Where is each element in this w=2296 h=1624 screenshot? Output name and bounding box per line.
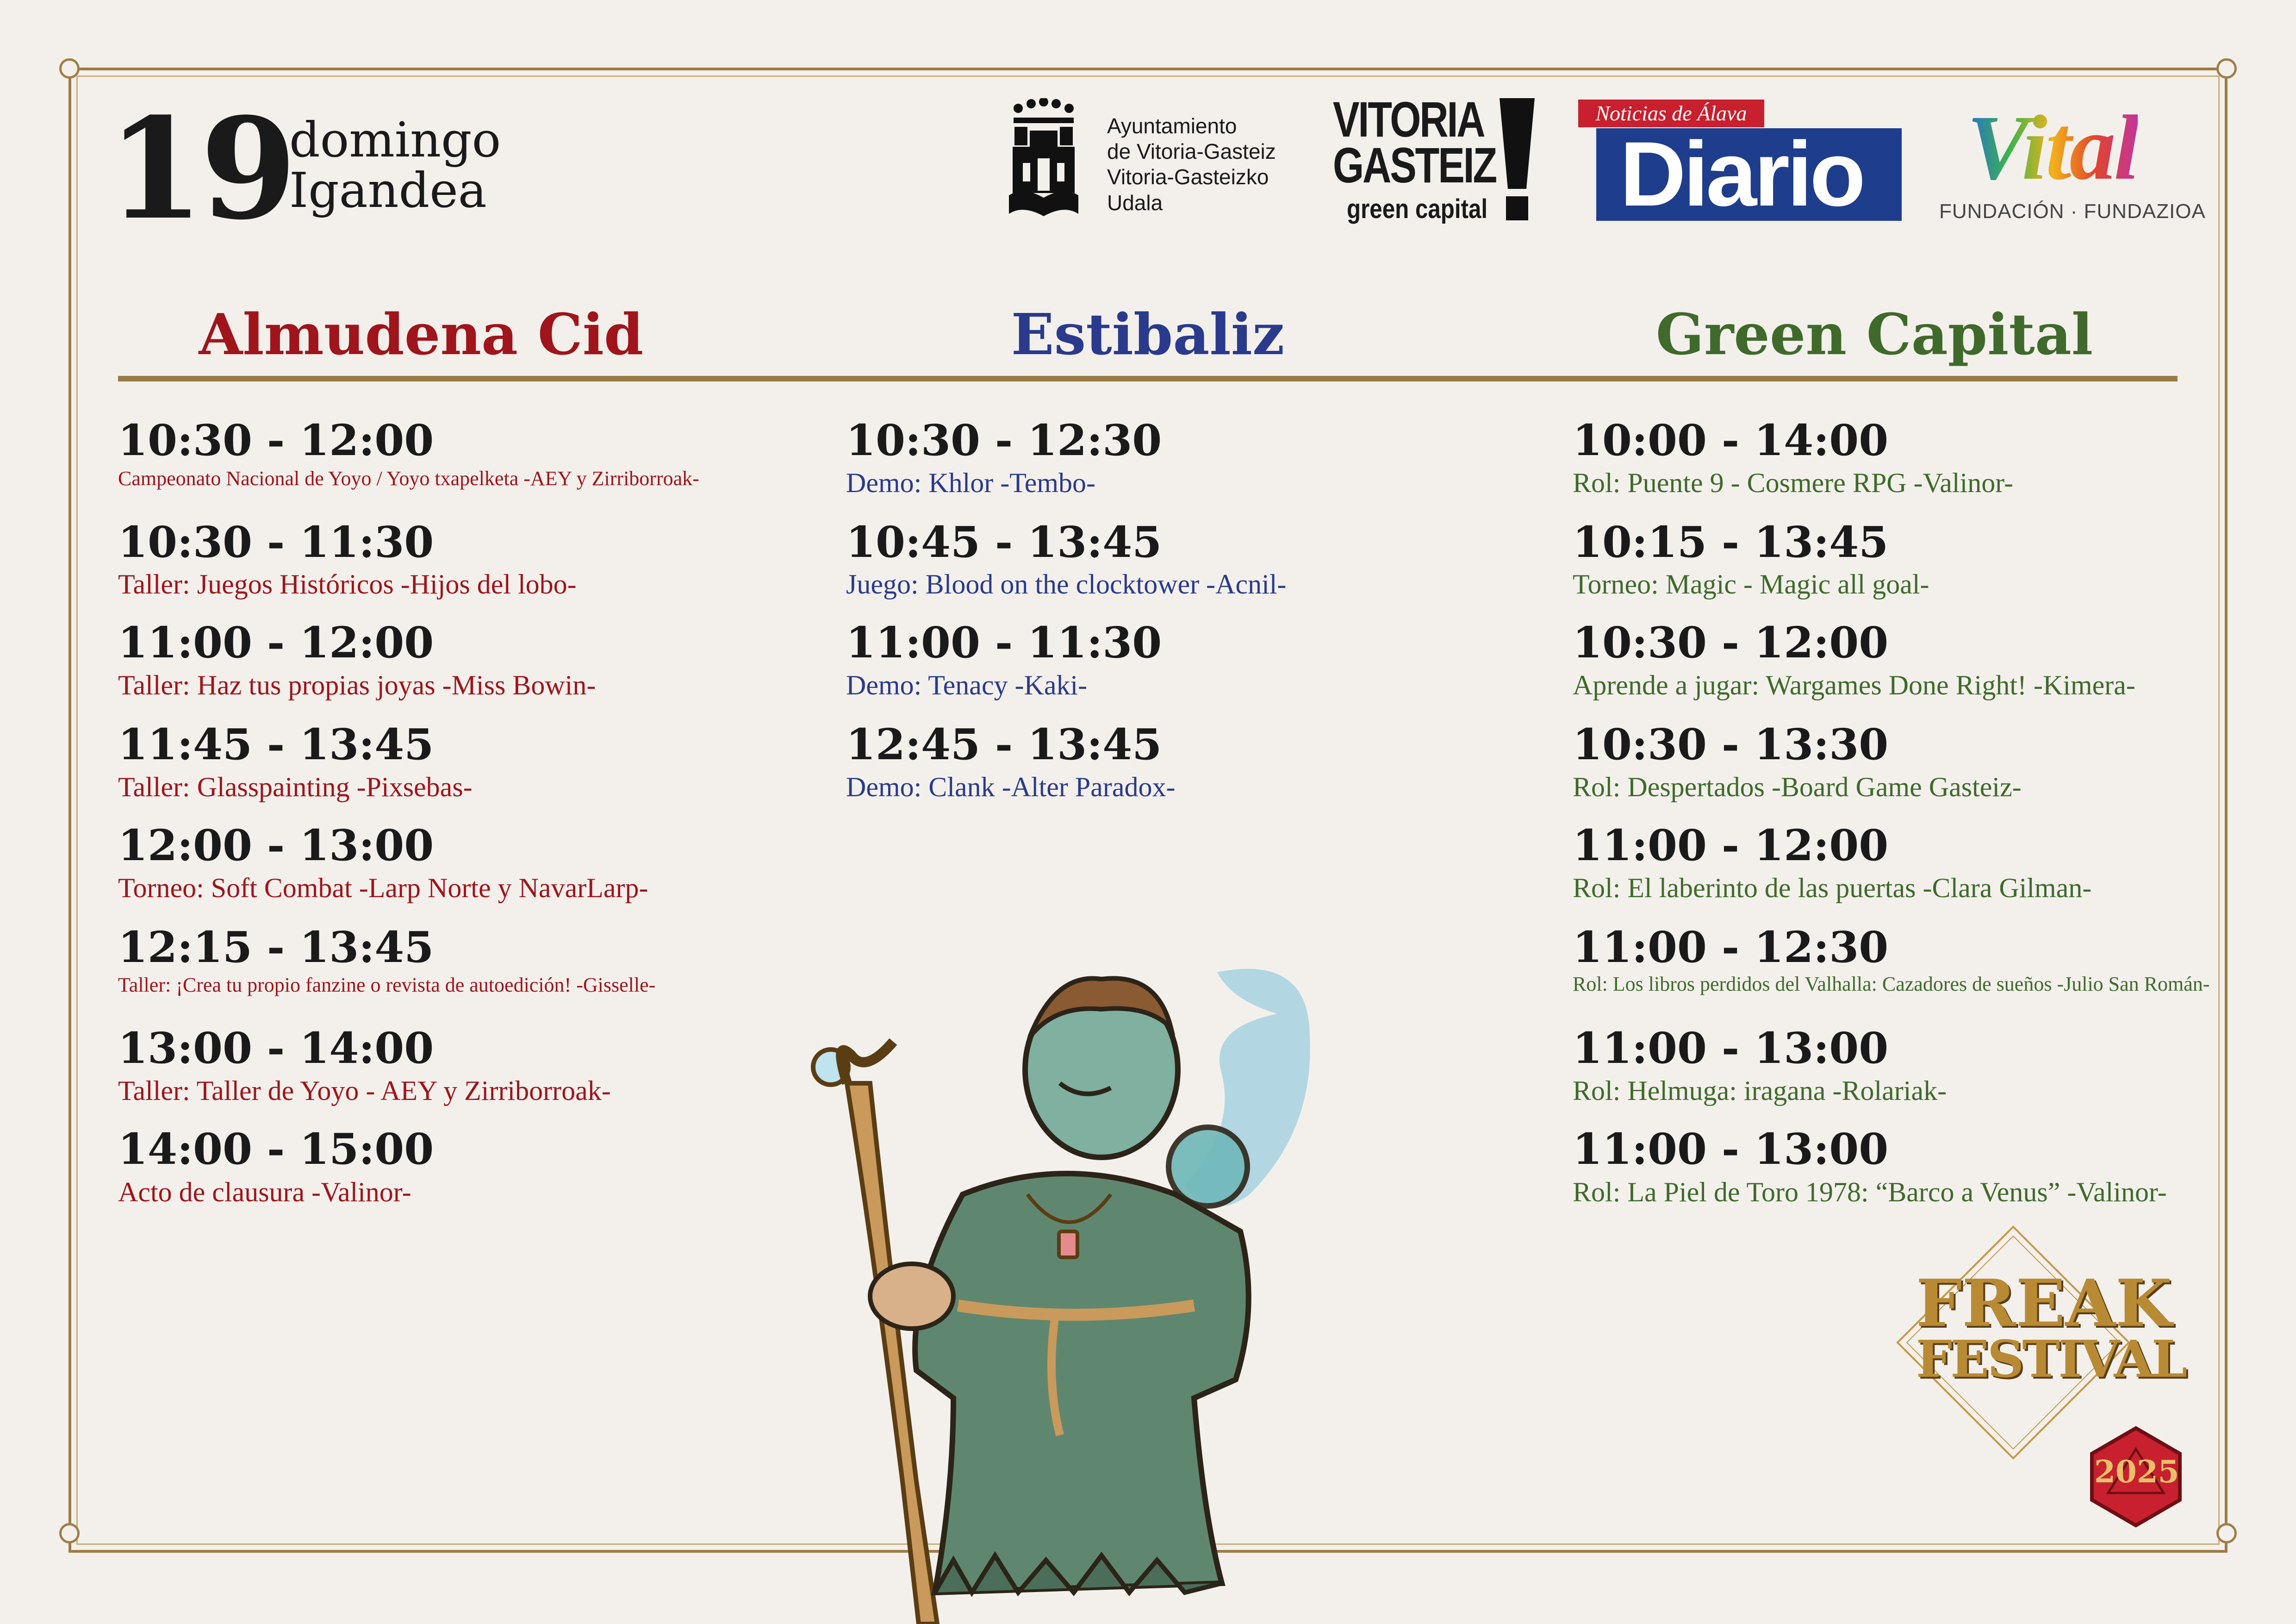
ayto-line: Ayuntamiento xyxy=(1107,114,1237,138)
slot-time: 12:45 - 13:45 xyxy=(846,719,1162,769)
slot-activity: Rol: El laberinto de las puertas -Clara Gilman- xyxy=(1573,873,2092,903)
slot-time: 11:00 - 11:30 xyxy=(846,618,1162,668)
slot-activity: Rol: Puente 9 - Cosmere RPG -Valinor- xyxy=(1573,468,2014,498)
ayuntamiento-logo-text xyxy=(1107,113,1276,216)
vital-subtitle: FUNDACIÓN · FUNDAZIOA xyxy=(1939,200,2206,223)
slot-time: 10:30 - 13:30 xyxy=(1573,719,1889,769)
slot-time: 12:00 - 13:00 xyxy=(118,820,434,870)
column-title-green-capital: Green Capital xyxy=(1655,301,2093,368)
frame-corner-ornament xyxy=(2216,58,2237,79)
festival-logo-line2: FESTIVAL xyxy=(1916,1329,2186,1389)
slot-activity: Demo: Clank -Alter Paradox- xyxy=(846,772,1176,802)
vital-logo xyxy=(1967,95,2138,201)
slot-activity: Demo: Khlor -Tembo- xyxy=(846,468,1096,498)
slot-time: 11:00 - 12:00 xyxy=(118,618,434,668)
slot-time: 10:15 - 13:45 xyxy=(1573,517,1889,567)
slot-activity: Taller: Juegos Históricos -Hijos del lobo- xyxy=(118,569,577,600)
slot-time: 10:30 - 12:30 xyxy=(846,415,1162,465)
column-title-almudena: Almudena Cid xyxy=(199,301,644,368)
slot-activity: Torneo: Magic - Magic all goal- xyxy=(1573,569,1929,600)
ayto-line: Udala xyxy=(1107,190,1163,215)
slot-activity: Taller: Glasspainting -Pixsebas- xyxy=(118,772,473,802)
frame-corner-ornament xyxy=(59,58,80,79)
slot-activity: Rol: Helmuga: iragana -Rolariak- xyxy=(1573,1075,1947,1106)
slot-time: 11:00 - 12:30 xyxy=(1573,922,1889,972)
column-title-estibaliz: Estibaliz xyxy=(1011,301,1285,368)
green-capital-label: green capital xyxy=(1347,194,1488,224)
header-divider xyxy=(118,376,2178,381)
slot-activity: Aprende a jugar: Wargames Done Right! -Kimera- xyxy=(1573,670,2135,700)
vg-line1: VITORIA xyxy=(1333,91,1484,147)
diario-tagline: Noticias de Álava xyxy=(1578,100,1764,127)
slot-activity: Torneo: Soft Combat -Larp Norte y NavarLarp- xyxy=(118,873,648,903)
monk-illustration xyxy=(778,935,1416,1624)
slot-activity: Rol: Despertados -Board Game Gasteiz- xyxy=(1573,772,2022,802)
slot-activity: Rol: Los libros perdidos del Valhalla: Cazadores de sueños -Julio San Román- xyxy=(1573,973,2210,995)
slot-activity: Rol: La Piel de Toro 1978: “Barco a Venus” -Valinor- xyxy=(1573,1177,2167,1207)
slot-time: 11:45 - 13:45 xyxy=(118,719,434,769)
slot-activity: Juego: Blood on the clocktower -Acnil- xyxy=(846,569,1287,600)
slot-activity: Taller: Haz tus propias joyas -Miss Bowin- xyxy=(118,670,596,700)
date-number: 19 xyxy=(107,87,293,250)
slot-time: 10:00 - 14:00 xyxy=(1573,415,1889,465)
diario-logo: Diario xyxy=(1620,123,1863,225)
slot-activity: Demo: Tenacy -Kaki- xyxy=(846,670,1088,700)
day-es: domingo xyxy=(289,112,501,168)
slot-activity: Acto de clausura -Valinor- xyxy=(118,1177,411,1207)
slot-activity: Taller: ¡Crea tu propio fanzine o revista de autoedición! -Gisselle- xyxy=(118,974,656,996)
frame-corner-ornament xyxy=(59,1523,80,1543)
slot-time: 11:00 - 13:00 xyxy=(1573,1124,1889,1174)
slot-activity: Taller: Taller de Yoyo - AEY y Zirriborroak- xyxy=(118,1075,611,1106)
vg-line2: GASTEIZ xyxy=(1333,137,1496,194)
exclamation-icon xyxy=(1496,98,1535,220)
date-day-labels xyxy=(289,112,501,219)
festival-logo xyxy=(1916,1266,2186,1389)
frame-corner-ornament xyxy=(2216,1523,2237,1543)
slot-activity: Campeonato Nacional de Yoyo / Yoyo txapelketa -AEY y Zirriborroak- xyxy=(118,467,699,490)
slot-time: 12:15 - 13:45 xyxy=(118,922,434,972)
slot-time: 11:00 - 12:00 xyxy=(1573,820,1889,870)
festival-logo-line1: FREAK xyxy=(1916,1266,2172,1342)
slot-time: 10:30 - 11:30 xyxy=(118,517,434,567)
castle-crest-icon xyxy=(1004,98,1083,223)
slot-time: 13:00 - 14:00 xyxy=(118,1023,434,1073)
slot-time: 10:45 - 13:45 xyxy=(846,517,1162,567)
day-eu: Igandea xyxy=(289,162,487,219)
ayto-line: de Vitoria-Gasteiz xyxy=(1107,139,1276,164)
slot-time: 11:00 - 13:00 xyxy=(1573,1023,1889,1073)
slot-time: 10:30 - 12:00 xyxy=(1573,618,1889,668)
slot-time: 10:30 - 12:00 xyxy=(118,415,434,465)
vitoria-gasteiz-logo xyxy=(1333,91,1496,194)
vital-name: Vital xyxy=(1967,97,2138,199)
slot-time: 14:00 - 15:00 xyxy=(118,1124,434,1174)
festival-year: 2025 xyxy=(2094,1454,2179,1490)
ayto-line: Vitoria-Gasteizko xyxy=(1107,165,1269,189)
